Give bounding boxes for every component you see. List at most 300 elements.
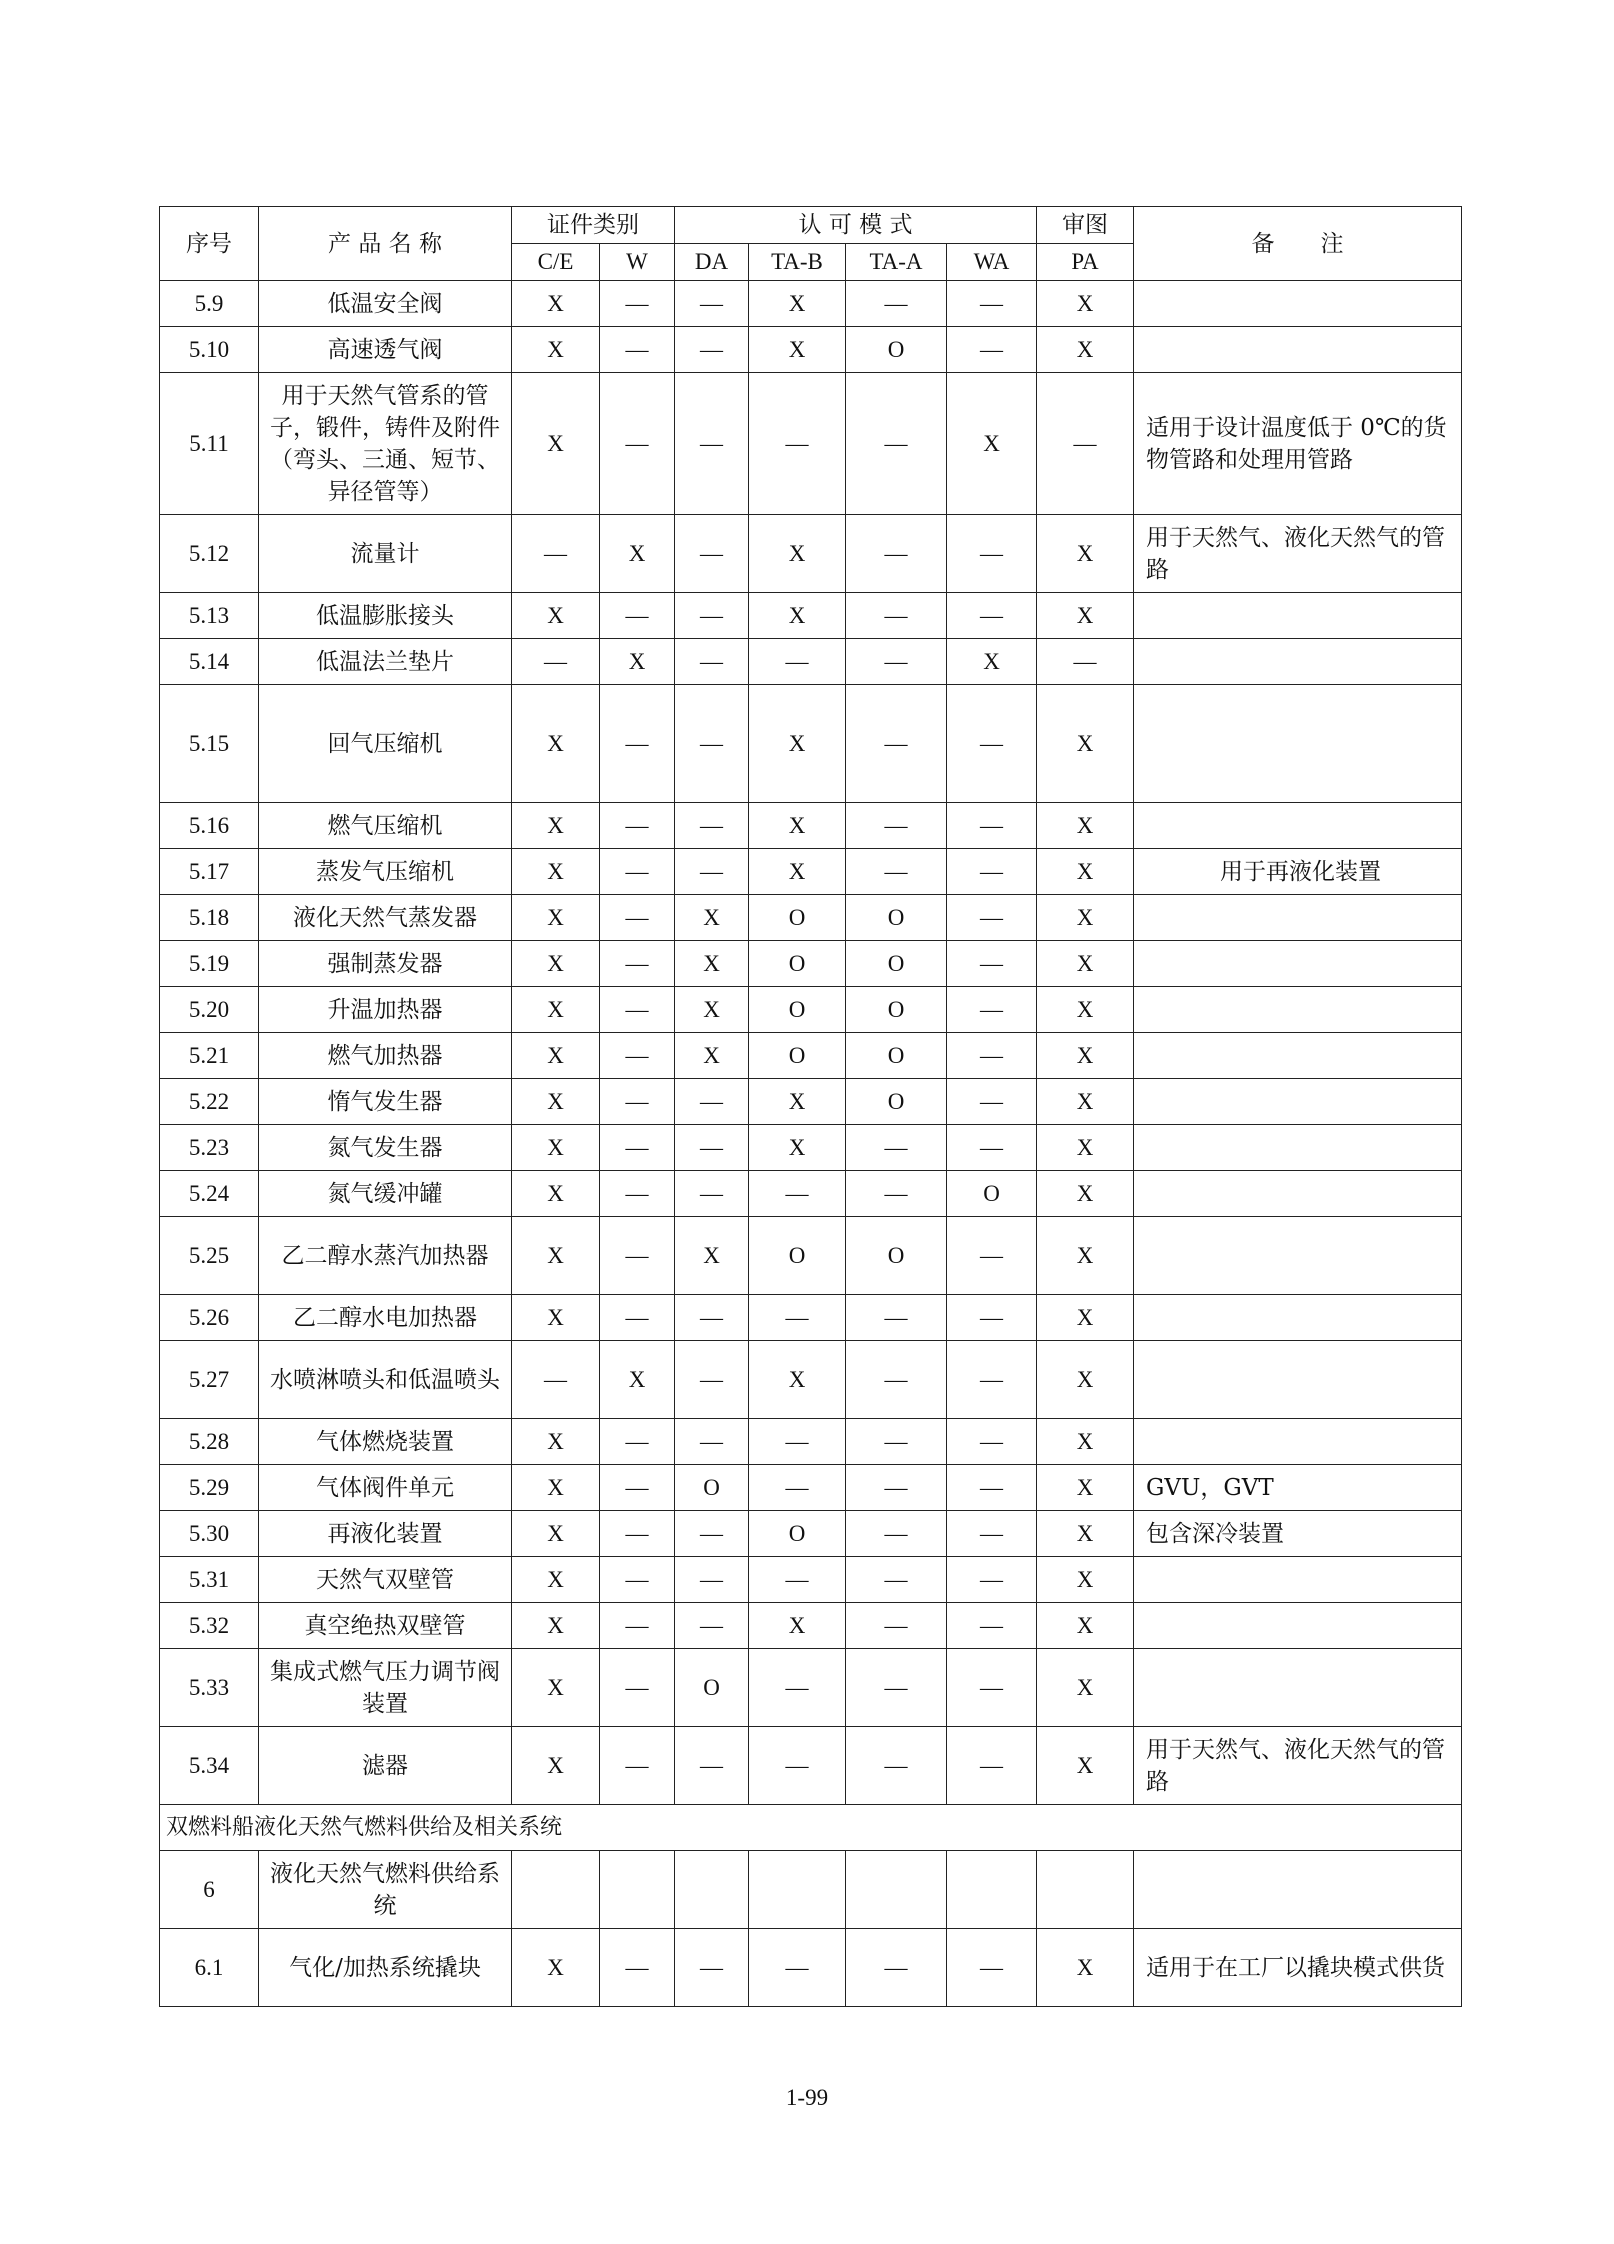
mark-cell-pa: X bbox=[1037, 1171, 1134, 1217]
mark-cell-ta-b: X bbox=[749, 593, 846, 639]
mark-cell-w: — bbox=[600, 1033, 675, 1079]
mark-cell-w: — bbox=[600, 1649, 675, 1727]
mark-cell-pa: X bbox=[1037, 1557, 1134, 1603]
table-row bbox=[160, 1649, 1462, 1727]
header-review-group: 审图 bbox=[1037, 207, 1134, 244]
seq-cell: 5.11 bbox=[160, 373, 259, 515]
table-row bbox=[160, 987, 1462, 1033]
mark-cell-pa: X bbox=[1037, 1511, 1134, 1557]
mark-cell-da: — bbox=[675, 373, 749, 515]
mark-cell-wa bbox=[947, 1851, 1037, 1929]
product-name-cell: 乙二醇水电加热器 bbox=[259, 1295, 512, 1341]
mark-cell-wa: — bbox=[947, 941, 1037, 987]
seq-cell: 5.18 bbox=[160, 895, 259, 941]
table-row bbox=[160, 895, 1462, 941]
mark-cell-ta-b: O bbox=[749, 1511, 846, 1557]
seq-cell: 5.27 bbox=[160, 1341, 259, 1419]
mark-cell-w: — bbox=[600, 281, 675, 327]
mark-cell-da: — bbox=[675, 1295, 749, 1341]
mark-cell-wa: X bbox=[947, 373, 1037, 515]
mark-cell-ce: X bbox=[512, 987, 600, 1033]
mark-cell-w: — bbox=[600, 1727, 675, 1805]
product-name-cell: 滤器 bbox=[259, 1727, 512, 1805]
mark-cell-ta-a: — bbox=[846, 1295, 947, 1341]
mark-cell-ce: X bbox=[512, 849, 600, 895]
mark-cell-wa: — bbox=[947, 987, 1037, 1033]
remarks-cell bbox=[1134, 1295, 1462, 1341]
mark-cell-ce: X bbox=[512, 1603, 600, 1649]
mark-cell-ce bbox=[512, 1851, 600, 1929]
mark-cell-ta-a: — bbox=[846, 1511, 947, 1557]
table-row bbox=[160, 1295, 1462, 1341]
mark-cell-pa: X bbox=[1037, 987, 1134, 1033]
product-name-cell: 再液化装置 bbox=[259, 1511, 512, 1557]
remarks-cell: 包含深冷装置 bbox=[1134, 1511, 1462, 1557]
mark-cell-wa: — bbox=[947, 685, 1037, 803]
mark-cell-ce: X bbox=[512, 1465, 600, 1511]
header-approval-group: 认 可 模 式 bbox=[675, 207, 1037, 244]
header-col-w: W bbox=[600, 244, 675, 281]
table-row bbox=[160, 849, 1462, 895]
table-row bbox=[160, 515, 1462, 593]
mark-cell-ce: X bbox=[512, 1557, 600, 1603]
mark-cell-wa: — bbox=[947, 1929, 1037, 2007]
mark-cell-da: X bbox=[675, 1033, 749, 1079]
remarks-cell bbox=[1134, 1419, 1462, 1465]
seq-cell: 5.9 bbox=[160, 281, 259, 327]
mark-cell-ta-a: — bbox=[846, 1649, 947, 1727]
seq-cell: 5.21 bbox=[160, 1033, 259, 1079]
mark-cell-pa: X bbox=[1037, 1217, 1134, 1295]
mark-cell-wa: — bbox=[947, 1649, 1037, 1727]
mark-cell-w: — bbox=[600, 593, 675, 639]
mark-cell-ce: X bbox=[512, 941, 600, 987]
remarks-cell bbox=[1134, 895, 1462, 941]
mark-cell-w: — bbox=[600, 1217, 675, 1295]
mark-cell-da: O bbox=[675, 1649, 749, 1727]
remarks-cell: 用于天然气、液化天然气的管路 bbox=[1134, 1727, 1462, 1805]
mark-cell-da: — bbox=[675, 1511, 749, 1557]
table-row bbox=[160, 593, 1462, 639]
mark-cell-ta-a: O bbox=[846, 327, 947, 373]
product-name-cell: 气化/加热系统撬块 bbox=[259, 1929, 512, 2007]
mark-cell-ta-a: — bbox=[846, 281, 947, 327]
remarks-cell bbox=[1134, 1341, 1462, 1419]
header-col-pa: PA bbox=[1037, 244, 1134, 281]
remarks-cell bbox=[1134, 1125, 1462, 1171]
remarks-cell bbox=[1134, 1033, 1462, 1079]
product-name-cell: 高速透气阀 bbox=[259, 327, 512, 373]
mark-cell-w: — bbox=[600, 1603, 675, 1649]
product-name-cell: 流量计 bbox=[259, 515, 512, 593]
mark-cell-ta-b: — bbox=[749, 1557, 846, 1603]
mark-cell-ta-a: — bbox=[846, 1727, 947, 1805]
mark-cell-w: — bbox=[600, 803, 675, 849]
header-col-ta-a: TA-A bbox=[846, 244, 947, 281]
mark-cell-w: — bbox=[600, 1465, 675, 1511]
product-name-cell: 强制蒸发器 bbox=[259, 941, 512, 987]
product-name-cell: 液化天然气燃料供给系统 bbox=[259, 1851, 512, 1929]
mark-cell-pa: X bbox=[1037, 1465, 1134, 1511]
seq-cell: 5.33 bbox=[160, 1649, 259, 1727]
mark-cell-pa: X bbox=[1037, 1033, 1134, 1079]
table-row bbox=[160, 639, 1462, 685]
mark-cell-ta-b: — bbox=[749, 1649, 846, 1727]
mark-cell-da: — bbox=[675, 1603, 749, 1649]
mark-cell-ce: X bbox=[512, 1295, 600, 1341]
table-row bbox=[160, 1929, 1462, 2007]
mark-cell-w: X bbox=[600, 515, 675, 593]
mark-cell-da bbox=[675, 1851, 749, 1929]
seq-cell: 5.22 bbox=[160, 1079, 259, 1125]
mark-cell-ce: X bbox=[512, 1727, 600, 1805]
mark-cell-w: — bbox=[600, 1079, 675, 1125]
mark-cell-da: — bbox=[675, 515, 749, 593]
seq-cell: 5.19 bbox=[160, 941, 259, 987]
product-name-cell: 惰气发生器 bbox=[259, 1079, 512, 1125]
mark-cell-wa: — bbox=[947, 1557, 1037, 1603]
mark-cell-wa: — bbox=[947, 1033, 1037, 1079]
remarks-cell bbox=[1134, 987, 1462, 1033]
remarks-cell: 适用于在工厂以撬块模式供货 bbox=[1134, 1929, 1462, 2007]
mark-cell-w: — bbox=[600, 849, 675, 895]
remarks-cell bbox=[1134, 1603, 1462, 1649]
mark-cell-ce: X bbox=[512, 281, 600, 327]
mark-cell-ta-b: — bbox=[749, 639, 846, 685]
header-col-ce: C/E bbox=[512, 244, 600, 281]
mark-cell-ta-a: — bbox=[846, 1341, 947, 1419]
mark-cell-pa: X bbox=[1037, 685, 1134, 803]
mark-cell-wa: — bbox=[947, 1079, 1037, 1125]
mark-cell-w: — bbox=[600, 987, 675, 1033]
mark-cell-da: — bbox=[675, 281, 749, 327]
product-name-cell: 天然气双壁管 bbox=[259, 1557, 512, 1603]
table-row bbox=[160, 373, 1462, 515]
page-number: 1-99 bbox=[785, 2085, 829, 2110]
seq-cell: 5.14 bbox=[160, 639, 259, 685]
mark-cell-wa: — bbox=[947, 1419, 1037, 1465]
mark-cell-da: — bbox=[675, 685, 749, 803]
mark-cell-ta-a: O bbox=[846, 895, 947, 941]
mark-cell-wa: X bbox=[947, 639, 1037, 685]
table-row bbox=[160, 1419, 1462, 1465]
mark-cell-wa: — bbox=[947, 1511, 1037, 1557]
mark-cell-w: — bbox=[600, 1929, 675, 2007]
seq-cell: 5.15 bbox=[160, 685, 259, 803]
remarks-cell: GVU，GVT bbox=[1134, 1465, 1462, 1511]
mark-cell-w: — bbox=[600, 1125, 675, 1171]
remarks-cell: 用于天然气、液化天然气的管路 bbox=[1134, 515, 1462, 593]
mark-cell-ta-a: — bbox=[846, 803, 947, 849]
mark-cell-da: — bbox=[675, 593, 749, 639]
product-name-cell: 升温加热器 bbox=[259, 987, 512, 1033]
mark-cell-ta-a: — bbox=[846, 1171, 947, 1217]
mark-cell-ce: — bbox=[512, 1341, 600, 1419]
mark-cell-ta-a bbox=[846, 1851, 947, 1929]
product-name-cell: 集成式燃气压力调节阀装置 bbox=[259, 1649, 512, 1727]
mark-cell-wa: O bbox=[947, 1171, 1037, 1217]
mark-cell-ta-b: X bbox=[749, 1341, 846, 1419]
product-name-cell: 燃气加热器 bbox=[259, 1033, 512, 1079]
seq-cell: 5.10 bbox=[160, 327, 259, 373]
mark-cell-ta-b: — bbox=[749, 1929, 846, 2007]
mark-cell-ce: X bbox=[512, 373, 600, 515]
mark-cell-wa: — bbox=[947, 593, 1037, 639]
seq-cell: 5.12 bbox=[160, 515, 259, 593]
remarks-cell bbox=[1134, 1217, 1462, 1295]
product-approval-table bbox=[159, 206, 1462, 2007]
header-col-wa: WA bbox=[947, 244, 1037, 281]
mark-cell-ta-a: — bbox=[846, 849, 947, 895]
table-row bbox=[160, 327, 1462, 373]
seq-cell: 5.31 bbox=[160, 1557, 259, 1603]
mark-cell-pa: X bbox=[1037, 327, 1134, 373]
mark-cell-da: O bbox=[675, 1465, 749, 1511]
mark-cell-ta-a: — bbox=[846, 593, 947, 639]
mark-cell-w bbox=[600, 1851, 675, 1929]
mark-cell-ta-b: O bbox=[749, 1033, 846, 1079]
seq-cell: 5.17 bbox=[160, 849, 259, 895]
mark-cell-ta-b: X bbox=[749, 803, 846, 849]
header-remarks: 备 注 bbox=[1134, 207, 1462, 281]
mark-cell-ce: — bbox=[512, 515, 600, 593]
mark-cell-ta-a: — bbox=[846, 639, 947, 685]
mark-cell-ce: X bbox=[512, 895, 600, 941]
mark-cell-w: — bbox=[600, 1171, 675, 1217]
mark-cell-pa: X bbox=[1037, 1079, 1134, 1125]
mark-cell-ta-a: — bbox=[846, 1419, 947, 1465]
mark-cell-pa: X bbox=[1037, 593, 1134, 639]
mark-cell-pa: X bbox=[1037, 281, 1134, 327]
product-name-cell: 低温法兰垫片 bbox=[259, 639, 512, 685]
remarks-cell bbox=[1134, 639, 1462, 685]
remarks-cell: 适用于设计温度低于 0℃的货物管路和处理用管路 bbox=[1134, 373, 1462, 515]
mark-cell-ce: X bbox=[512, 1171, 600, 1217]
mark-cell-pa: X bbox=[1037, 1341, 1134, 1419]
mark-cell-ta-b: O bbox=[749, 895, 846, 941]
remarks-cell bbox=[1134, 327, 1462, 373]
mark-cell-da: — bbox=[675, 327, 749, 373]
mark-cell-ta-b: X bbox=[749, 685, 846, 803]
product-name-cell: 用于天然气管系的管子，锻件，铸件及附件（弯头、三通、短节、异径管等） bbox=[259, 373, 512, 515]
mark-cell-ta-b: O bbox=[749, 987, 846, 1033]
mark-cell-wa: — bbox=[947, 327, 1037, 373]
mark-cell-da: — bbox=[675, 849, 749, 895]
remarks-cell bbox=[1134, 1557, 1462, 1603]
mark-cell-ta-a: — bbox=[846, 1465, 947, 1511]
mark-cell-da: — bbox=[675, 1171, 749, 1217]
remarks-cell bbox=[1134, 803, 1462, 849]
remarks-cell bbox=[1134, 593, 1462, 639]
mark-cell-ta-b: X bbox=[749, 1079, 846, 1125]
mark-cell-ce: X bbox=[512, 685, 600, 803]
mark-cell-wa: — bbox=[947, 515, 1037, 593]
mark-cell-wa: — bbox=[947, 895, 1037, 941]
remarks-cell bbox=[1134, 941, 1462, 987]
table-row bbox=[160, 1125, 1462, 1171]
mark-cell-w: X bbox=[600, 639, 675, 685]
product-name-cell: 乙二醇水蒸汽加热器 bbox=[259, 1217, 512, 1295]
mark-cell-pa bbox=[1037, 1851, 1134, 1929]
mark-cell-wa: — bbox=[947, 281, 1037, 327]
table-row bbox=[160, 941, 1462, 987]
mark-cell-ta-a: O bbox=[846, 941, 947, 987]
header-seq: 序号 bbox=[160, 207, 259, 281]
mark-cell-da: — bbox=[675, 1557, 749, 1603]
mark-cell-pa: X bbox=[1037, 895, 1134, 941]
mark-cell-w: — bbox=[600, 895, 675, 941]
seq-cell: 5.20 bbox=[160, 987, 259, 1033]
mark-cell-ce: X bbox=[512, 1649, 600, 1727]
mark-cell-wa: — bbox=[947, 803, 1037, 849]
table-row bbox=[160, 1079, 1462, 1125]
mark-cell-ta-b: X bbox=[749, 281, 846, 327]
mark-cell-pa: X bbox=[1037, 1125, 1134, 1171]
remarks-cell bbox=[1134, 1649, 1462, 1727]
product-name-cell: 真空绝热双壁管 bbox=[259, 1603, 512, 1649]
mark-cell-ce: X bbox=[512, 1217, 600, 1295]
section-header-row bbox=[160, 1805, 1462, 1851]
mark-cell-w: — bbox=[600, 1295, 675, 1341]
mark-cell-w: — bbox=[600, 1557, 675, 1603]
product-name-cell: 氮气发生器 bbox=[259, 1125, 512, 1171]
seq-cell: 5.16 bbox=[160, 803, 259, 849]
mark-cell-ce: X bbox=[512, 327, 600, 373]
mark-cell-pa: X bbox=[1037, 515, 1134, 593]
mark-cell-da: X bbox=[675, 1217, 749, 1295]
mark-cell-w: — bbox=[600, 1419, 675, 1465]
mark-cell-ce: X bbox=[512, 1125, 600, 1171]
mark-cell-da: — bbox=[675, 1727, 749, 1805]
mark-cell-w: — bbox=[600, 373, 675, 515]
mark-cell-ta-b: O bbox=[749, 1217, 846, 1295]
mark-cell-ta-b: — bbox=[749, 1295, 846, 1341]
header-row-top bbox=[160, 207, 1462, 244]
mark-cell-wa: — bbox=[947, 1603, 1037, 1649]
mark-cell-pa: — bbox=[1037, 373, 1134, 515]
mark-cell-ta-a: — bbox=[846, 1557, 947, 1603]
product-name-cell: 气体燃烧装置 bbox=[259, 1419, 512, 1465]
product-name-cell: 低温安全阀 bbox=[259, 281, 512, 327]
mark-cell-ta-b: O bbox=[749, 941, 846, 987]
mark-cell-wa: — bbox=[947, 1341, 1037, 1419]
header-cert-group: 证件类别 bbox=[512, 207, 675, 244]
table-row bbox=[160, 1727, 1462, 1805]
table-row bbox=[160, 685, 1462, 803]
mark-cell-w: — bbox=[600, 327, 675, 373]
mark-cell-pa: X bbox=[1037, 1929, 1134, 2007]
mark-cell-wa: — bbox=[947, 849, 1037, 895]
table-row bbox=[160, 1217, 1462, 1295]
table-row bbox=[160, 281, 1462, 327]
mark-cell-pa: X bbox=[1037, 1295, 1134, 1341]
table-row bbox=[160, 1465, 1462, 1511]
header-col-ta-b: TA-B bbox=[749, 244, 846, 281]
mark-cell-w: — bbox=[600, 941, 675, 987]
remarks-cell bbox=[1134, 1171, 1462, 1217]
mark-cell-ta-b: X bbox=[749, 1125, 846, 1171]
mark-cell-ta-a: — bbox=[846, 373, 947, 515]
mark-cell-ta-b: — bbox=[749, 1419, 846, 1465]
mark-cell-pa: X bbox=[1037, 1603, 1134, 1649]
mark-cell-pa: X bbox=[1037, 1419, 1134, 1465]
header-col-da: DA bbox=[675, 244, 749, 281]
table-row bbox=[160, 1603, 1462, 1649]
mark-cell-pa: X bbox=[1037, 849, 1134, 895]
remarks-cell bbox=[1134, 281, 1462, 327]
mark-cell-pa: X bbox=[1037, 941, 1134, 987]
seq-cell: 5.23 bbox=[160, 1125, 259, 1171]
mark-cell-ta-a: — bbox=[846, 515, 947, 593]
mark-cell-ta-a: — bbox=[846, 1125, 947, 1171]
mark-cell-w: X bbox=[600, 1341, 675, 1419]
mark-cell-da: — bbox=[675, 1419, 749, 1465]
mark-cell-da: — bbox=[675, 1341, 749, 1419]
mark-cell-ce: X bbox=[512, 593, 600, 639]
table-row bbox=[160, 1557, 1462, 1603]
table-row bbox=[160, 1511, 1462, 1557]
table-row bbox=[160, 803, 1462, 849]
seq-cell: 5.32 bbox=[160, 1603, 259, 1649]
mark-cell-ta-a: — bbox=[846, 685, 947, 803]
table-row bbox=[160, 1851, 1462, 1929]
mark-cell-ta-b: — bbox=[749, 1727, 846, 1805]
mark-cell-ta-a: O bbox=[846, 1217, 947, 1295]
mark-cell-wa: — bbox=[947, 1295, 1037, 1341]
mark-cell-wa: — bbox=[947, 1217, 1037, 1295]
seq-cell: 5.25 bbox=[160, 1217, 259, 1295]
section-title: 双燃料船液化天然气燃料供给及相关系统 bbox=[160, 1805, 1462, 1851]
mark-cell-da: X bbox=[675, 941, 749, 987]
product-name-cell: 回气压缩机 bbox=[259, 685, 512, 803]
header-product-name: 产 品 名 称 bbox=[259, 207, 512, 281]
mark-cell-da: X bbox=[675, 987, 749, 1033]
mark-cell-ce: X bbox=[512, 1079, 600, 1125]
mark-cell-ta-b: X bbox=[749, 327, 846, 373]
seq-cell: 6 bbox=[160, 1851, 259, 1929]
mark-cell-wa: — bbox=[947, 1125, 1037, 1171]
product-name-cell: 气体阀件单元 bbox=[259, 1465, 512, 1511]
mark-cell-pa: X bbox=[1037, 803, 1134, 849]
mark-cell-ta-b: — bbox=[749, 1465, 846, 1511]
mark-cell-ta-a: O bbox=[846, 1033, 947, 1079]
remarks-cell: 用于再液化装置 bbox=[1134, 849, 1462, 895]
mark-cell-ta-b: X bbox=[749, 849, 846, 895]
mark-cell-ta-a: O bbox=[846, 1079, 947, 1125]
mark-cell-ce: X bbox=[512, 803, 600, 849]
mark-cell-pa: X bbox=[1037, 1649, 1134, 1727]
seq-cell: 5.13 bbox=[160, 593, 259, 639]
seq-cell: 5.30 bbox=[160, 1511, 259, 1557]
mark-cell-ta-b bbox=[749, 1851, 846, 1929]
remarks-cell bbox=[1134, 1851, 1462, 1929]
table-row bbox=[160, 1033, 1462, 1079]
mark-cell-ce: X bbox=[512, 1033, 600, 1079]
mark-cell-ce: X bbox=[512, 1511, 600, 1557]
mark-cell-ta-a: — bbox=[846, 1929, 947, 2007]
seq-cell: 5.24 bbox=[160, 1171, 259, 1217]
seq-cell: 5.26 bbox=[160, 1295, 259, 1341]
product-name-cell: 水喷淋喷头和低温喷头 bbox=[259, 1341, 512, 1419]
table-body bbox=[160, 281, 1462, 2007]
mark-cell-da: — bbox=[675, 1079, 749, 1125]
mark-cell-w: — bbox=[600, 1511, 675, 1557]
remarks-cell bbox=[1134, 685, 1462, 803]
mark-cell-ta-b: — bbox=[749, 373, 846, 515]
mark-cell-da: X bbox=[675, 895, 749, 941]
mark-cell-ce: X bbox=[512, 1419, 600, 1465]
mark-cell-da: — bbox=[675, 803, 749, 849]
